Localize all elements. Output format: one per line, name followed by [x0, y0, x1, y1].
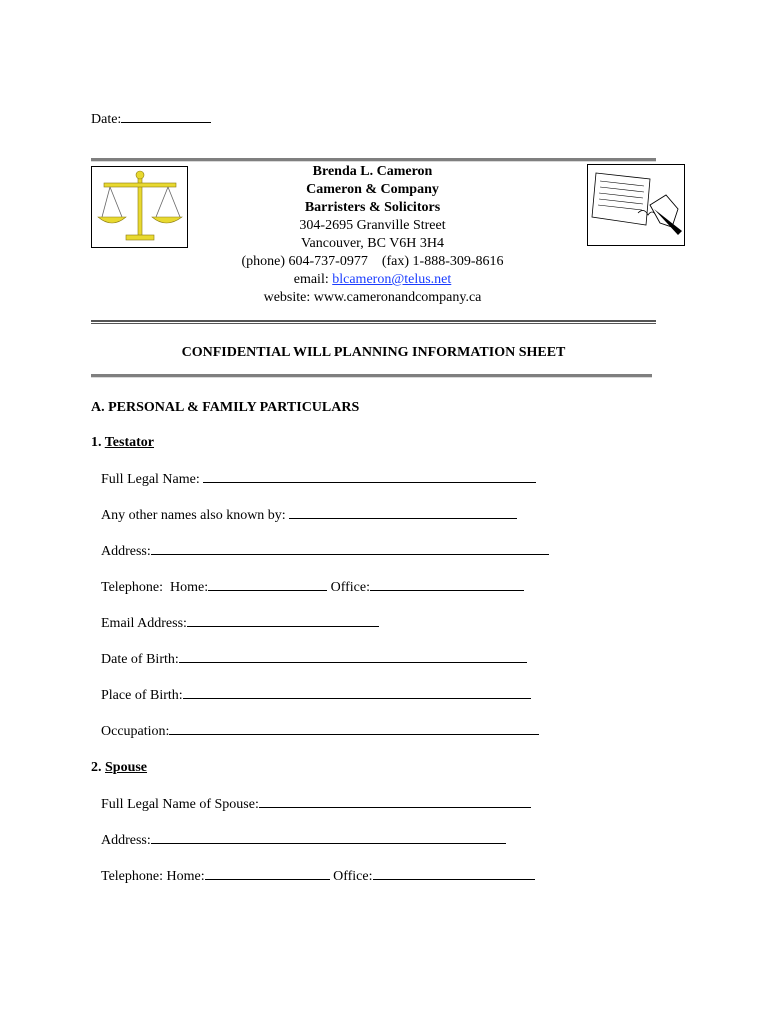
testator-pob-field	[101, 686, 531, 704]
street-address: 304-2695 Granville Street	[299, 218, 446, 233]
date-blank[interactable]	[121, 110, 211, 123]
phone-fax: (phone) 604-737-0977 (fax) 1-888-309-8616	[241, 254, 504, 269]
spouse-office-blank[interactable]	[373, 867, 535, 880]
spouse-telephone-home-blank[interactable]	[205, 867, 330, 880]
scales-of-justice-icon	[91, 166, 188, 248]
testator-email-field	[101, 614, 379, 632]
spouse-telephone-field	[101, 867, 535, 885]
email-link[interactable]: blcameron@telus.net	[332, 272, 452, 287]
spouse-office-label: Office:	[333, 869, 373, 884]
other-names-blank[interactable]	[289, 506, 517, 519]
pob-blank[interactable]	[183, 686, 531, 699]
testator-dob-field	[101, 650, 527, 668]
occupation-label: Occupation:	[101, 724, 170, 739]
signing-document-icon	[587, 164, 685, 246]
testator-label: Testator	[104, 435, 155, 450]
spouse-full-name-blank[interactable]	[259, 795, 531, 808]
spouse-address-label: Address:	[101, 833, 151, 848]
spouse-telephone-home-label: Telephone: Home:	[101, 869, 205, 884]
spouse-heading	[91, 759, 147, 776]
occupation-blank[interactable]	[169, 722, 539, 735]
date-label: Date:	[91, 112, 122, 127]
testator-number: 1.	[91, 435, 105, 450]
other-names-label: Any other names also known by:	[101, 508, 286, 523]
date-field	[91, 110, 211, 128]
spouse-full-name-field	[101, 795, 531, 813]
email-address-blank[interactable]	[187, 614, 379, 627]
website-line: website: www.cameronandcompany.ca	[263, 290, 482, 305]
lawyer-name: Brenda L. Cameron	[312, 164, 433, 179]
dob-blank[interactable]	[179, 650, 527, 663]
sheet-title: CONFIDENTIAL WILL PLANNING INFORMATION SHEET	[181, 345, 566, 360]
full-legal-name-blank[interactable]	[203, 470, 536, 483]
telephone-home-label: Telephone: Home:	[101, 580, 209, 595]
firm-name: Cameron & Company	[306, 182, 439, 197]
spouse-label: Spouse	[105, 760, 148, 775]
testator-full-name-field	[101, 470, 536, 488]
email-address-label: Email Address:	[101, 616, 187, 631]
spouse-full-name-label: Full Legal Name of Spouse:	[101, 797, 259, 812]
email-label: email:	[293, 272, 333, 287]
city-address: Vancouver, BC V6H 3H4	[300, 236, 445, 251]
spouse-address-field	[101, 831, 506, 849]
spouse-number: 2.	[91, 760, 105, 775]
testator-heading	[91, 434, 154, 451]
title-rule	[91, 374, 652, 378]
office-blank[interactable]	[370, 578, 524, 591]
spouse-address-blank[interactable]	[151, 831, 506, 844]
letterhead	[200, 163, 545, 307]
practice-name: Barristers & Solicitors	[304, 200, 441, 215]
office-label: Office:	[330, 580, 370, 595]
telephone-home-blank[interactable]	[208, 578, 327, 591]
pob-label: Place of Birth:	[101, 688, 183, 703]
dob-label: Date of Birth:	[101, 652, 179, 667]
testator-address-field	[101, 542, 549, 560]
header-bottom-rule	[91, 320, 656, 324]
full-legal-name-label: Full Legal Name:	[101, 472, 200, 487]
testator-telephone-field	[101, 578, 524, 596]
address-blank[interactable]	[151, 542, 549, 555]
testator-occupation-field	[101, 722, 539, 740]
address-label: Address:	[101, 544, 151, 559]
header-top-rule	[91, 158, 656, 162]
email-line	[200, 271, 545, 289]
section-a-title: A. PERSONAL & FAMILY PARTICULARS	[91, 400, 360, 415]
testator-other-names-field	[101, 506, 517, 524]
